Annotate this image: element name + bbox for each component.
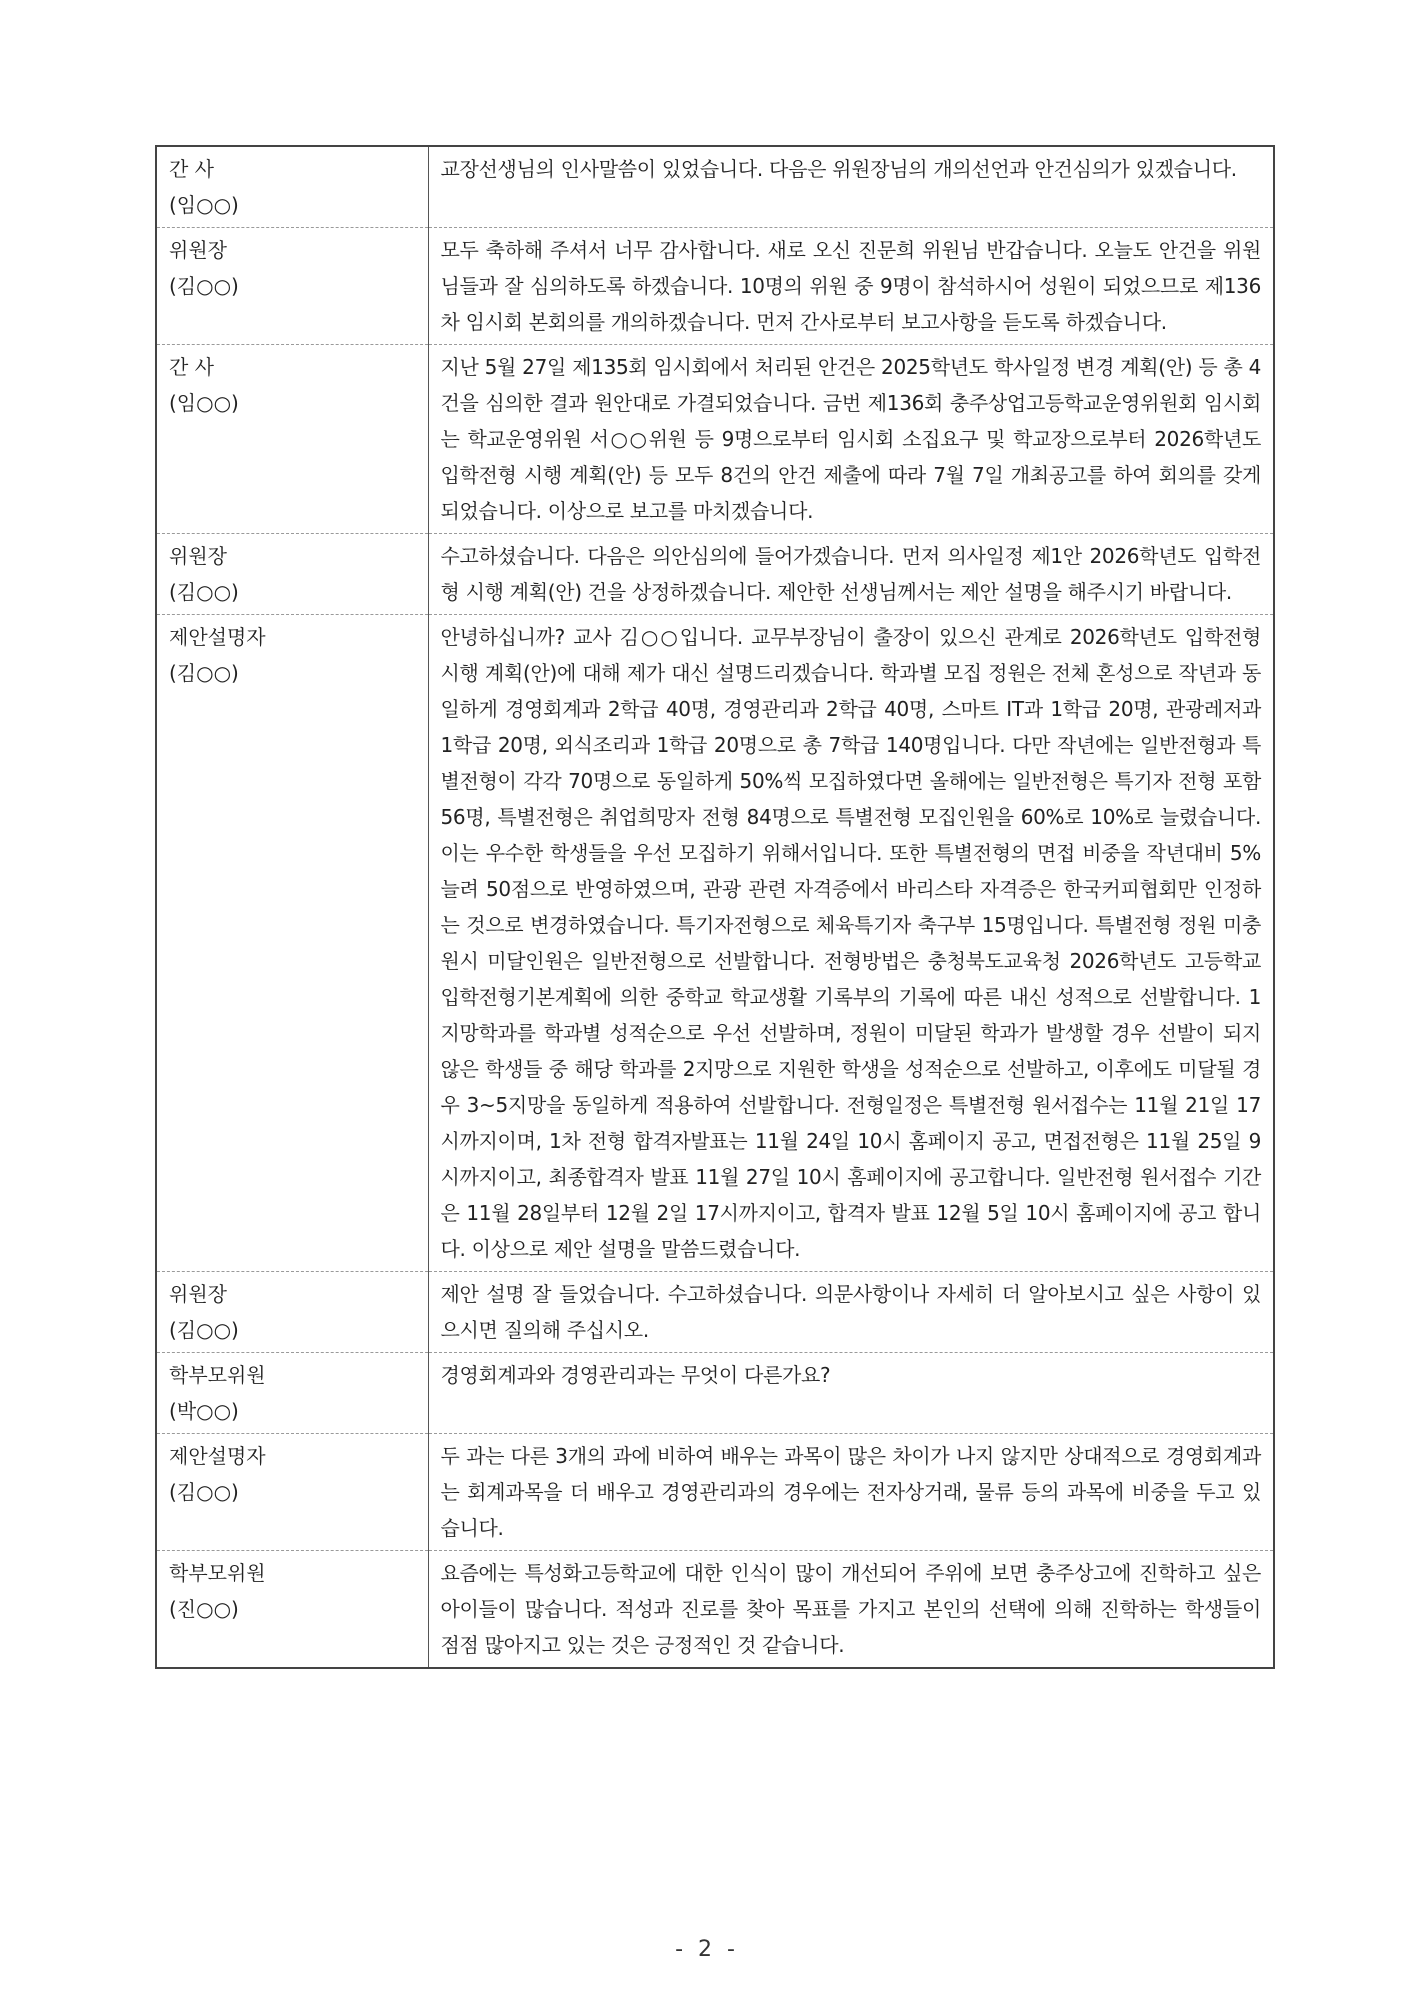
speaker-role: 제안설명자	[169, 1444, 266, 1468]
speaker-role: 위원장	[169, 1282, 227, 1306]
speaker-cell	[156, 228, 428, 345]
statement-text: 교장선생님의 인사말씀이 있었습니다. 다음은 위원장님의 개의선언과 안건심의가 있겠습니다.	[428, 146, 1274, 228]
speaker-cell	[156, 1272, 428, 1353]
speaker-cell	[156, 534, 428, 615]
statement-text: 두 과는 다른 3개의 과에 비하여 배우는 과목이 많은 차이가 나지 않지만 상대적으로 경영회계과는 회계과목을 더 배우고 경영관리과의 경우에는 전자상거래, 물류 등의 과목에 비중을 두고 있습니다.	[428, 1434, 1274, 1551]
statement-text: 지난 5월 27일 제135회 임시회에서 처리된 안건은 2025학년도 학사일정 변경 계획(안) 등 총 4건을 심의한 결과 원안대로 가결되었습니다. 금번 제136회 충주상업고등학교운영위원회 임시회는 학교운영위원 서○○위원 등 9명으로부터 임시회 소집요구 및 학교장으로부터 2026학년도 입학전형 시행 계획(안) 등 모두 8건의 안건 제출에 따라 7월 7일 개최공고를 하여 회의를 갖게 되었습니다. 이상으로 보고를 마치겠습니다.	[428, 345, 1274, 534]
speaker-cell	[156, 1551, 428, 1669]
speaker-cell	[156, 146, 428, 228]
speaker-name: (박○○)	[169, 1399, 239, 1423]
statement-text: 요즘에는 특성화고등학교에 대한 인식이 많이 개선되어 주위에 보면 충주상고에 진학하고 싶은 아이들이 많습니다. 적성과 진로를 찾아 목표를 가지고 본인의 선택에 의해 진학하는 학생들이 점점 많아지고 있는 것은 긍정적인 것 같습니다.	[440, 1561, 1261, 1657]
statement-text: 제안 설명 잘 들었습니다. 수고하셨습니다. 의문사항이나 자세히 더 알아보시고 싶은 사항이 있으시면 질의해 주십시오.	[428, 1272, 1274, 1353]
speaker-cell	[156, 345, 428, 534]
speaker-name: (임○○)	[169, 391, 239, 415]
speaker-role: 학부모위원	[169, 1561, 266, 1585]
minutes-row	[156, 1353, 1274, 1434]
speaker-role: 간 사	[169, 355, 214, 379]
statement-text: 경영회계과와 경영관리과는 무엇이 다른가요?	[428, 1353, 1274, 1434]
speaker-role: 학부모위원	[169, 1363, 266, 1387]
speaker-cell	[156, 1434, 428, 1551]
speaker-name: (김○○)	[169, 661, 239, 685]
statement-text: 안녕하십니까? 교사 김○○입니다. 교무부장님이 출장이 있으신 관계로 2026학년도 입학전형 시행 계획(안)에 대해 제가 대신 설명드리겠습니다. 학과별 모집 정원은 전체 혼성으로 작년과 동일하게 경영회계과 2학급 40명, 경영관리과 2학급 40명, 스마트 IT과 1학급 20명, 관광레저과 1학급 20명, 외식조리과 1학급 20명으로 총 7학급 140명입니다. 다만 작년에는 일반전형과 특별전형이 각각 70명으로 동일하게 50%씩 모집하였다면 올해에는 일반전형은 특기자 전형 포함 56명, 특별전형은 취업희망자 전형 84명으로 특별전형 모집인원을 60%로 10%로 늘렸습니다. 이는 우수한 학생들을 우선 모집하기 위해서입니다. 또한 특별전형의 면접 비중을 작년대비 5% 늘려 50점으로 반영하였으며, 관광 관련 자격증에서 바리스타 자격증은 한국커피협회만 인정하는 것으로 변경하였습니다. 특기자전형으로 체육특기자 축구부 15명입니다. 특별전형 정원 미충원시 미달인원은 일반전형으로 선발합니다. 전형방법은 충청북도교육청 2026학년도 고등학교입학전형기본계획에 의한 중학교 학교생활 기록부의 기록에 따른 내신 성적으로 선발합니다. 1지망학과를 학과별 성적순으로 우선 선발하며, 정원이 미달된 학과가 발생할 경우 선발이 되지 않은 학생들 중 해당 학과를 2지망으로 지원한 학생을 성적순으로 선발하고, 이후에도 미달될 경우 3~5지망을 동일하게 적용하여 선발합니다. 전형일정은 특별전형 원서접수는 11월 21일 17시까지이며, 1차 전형 합격자발표는 11월 24일 10시 홈페이지 공고, 면접전형은 11월 25일 9시까지이고, 최종합격자 발표 11월 27일 10시 홈페이지에 공고합니다. 일반전형 원서접수 기간은 11월 28일부터 12월 2일 17시까지이고, 합격자 발표 12월 5일 10시 홈페이지에 공고 합니다. 이상으로 제안 설명을 말씀드렸습니다.	[428, 615, 1274, 1272]
speaker-cell	[156, 1353, 428, 1434]
statement-text: 수고하셨습니다. 다음은 의안심의에 들어가겠습니다. 먼저 의사일정 제1안 2026학년도 입학전형 시행 계획(안) 건을 상정하겠습니다. 제안한 선생님께서는 제안 설명을 해주시기 바랍니다.	[428, 534, 1274, 615]
speaker-role: 위원장	[169, 544, 227, 568]
speaker-name: (김○○)	[169, 274, 239, 298]
speaker-name: (김○○)	[169, 1318, 239, 1342]
speaker-cell	[156, 615, 428, 1272]
minutes-row	[156, 1272, 1274, 1353]
speaker-role: 간 사	[169, 157, 214, 181]
minutes-row	[156, 534, 1274, 615]
speaker-name: (김○○)	[169, 1480, 239, 1504]
speaker-role: 위원장	[169, 238, 227, 262]
minutes-row	[156, 345, 1274, 534]
minutes-row	[156, 615, 1274, 1272]
speaker-name: (진○○)	[169, 1597, 239, 1621]
page-number: - 2 -	[675, 1937, 739, 1962]
speaker-name: (김○○)	[169, 580, 239, 604]
minutes-row	[156, 1551, 1274, 1669]
minutes-row	[156, 1434, 1274, 1551]
speaker-name: (임○○)	[169, 193, 239, 217]
meeting-minutes-table	[155, 145, 1275, 1669]
minutes-row	[156, 228, 1274, 345]
speaker-role: 제안설명자	[169, 625, 266, 649]
minutes-row	[156, 146, 1274, 228]
statement-text: 모두 축하해 주셔서 너무 감사합니다. 새로 오신 진문희 위원님 반갑습니다. 오늘도 안건을 위원님들과 잘 심의하도록 하겠습니다. 10명의 위원 중 9명이 참석하시어 성원이 되었으므로 제136차 임시회 본회의를 개의하겠습니다. 먼저 간사로부터 보고사항을 듣도록 하겠습니다.	[428, 228, 1274, 345]
